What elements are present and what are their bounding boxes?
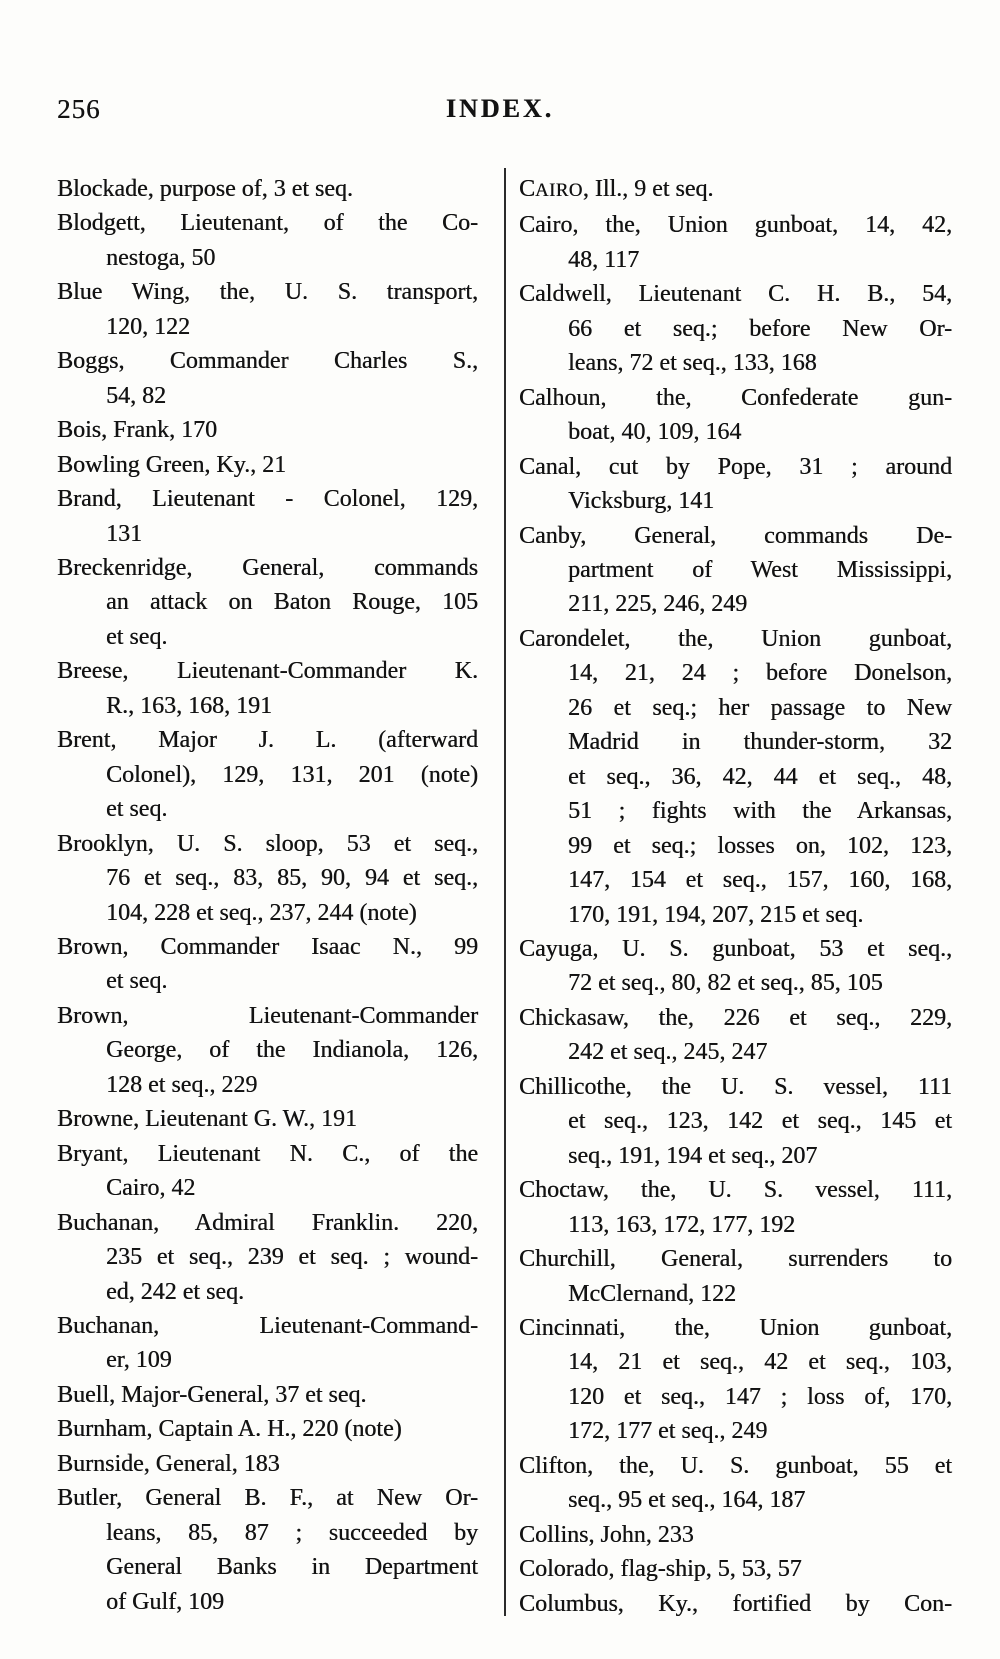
index-line: Collins, John, 233 <box>519 1521 694 1548</box>
index-line: Buell, Major-General, 37 et seq. <box>57 1381 367 1408</box>
index-line: Boggs, Commander Charles S., <box>57 348 478 375</box>
index-line: R., 163, 168, 191 <box>106 692 273 719</box>
column-divider-rule <box>504 168 506 1616</box>
index-line: Browne, Lieutenant G. W., 191 <box>57 1106 357 1133</box>
index-entry <box>57 1102 478 1136</box>
index-entry <box>57 344 478 413</box>
index-entry <box>519 622 952 932</box>
index-line: Colorado, flag-ship, 5, 53, 57 <box>519 1556 802 1583</box>
index-line: 120, 122 <box>106 313 190 340</box>
index-line: 66 et seq.; before New Or- <box>568 315 952 342</box>
index-line: 242 et seq., 245, 247 <box>568 1039 768 1066</box>
index-line: General Banks in Department <box>106 1554 478 1581</box>
index-line: 54, 82 <box>106 382 166 409</box>
index-line: er, 109 <box>106 1347 172 1374</box>
index-column-left <box>57 172 478 1619</box>
index-line: an attack on Baton Rouge, 105 <box>106 589 478 616</box>
index-entry <box>519 277 952 380</box>
index-entry <box>519 1552 952 1586</box>
index-line: Cayuga, U. S. gunboat, 53 et seq., <box>519 935 952 962</box>
index-line: Brown, Lieutenant-Commander <box>57 1002 478 1029</box>
index-line <box>519 172 952 208</box>
index-entry <box>57 999 478 1102</box>
index-line: 76 et seq., 83, 85, 90, 94 et seq., <box>106 865 478 892</box>
index-entry <box>57 413 478 447</box>
index-line: Buchanan, Lieutenant-Command- <box>57 1312 478 1339</box>
index-entry <box>57 206 478 275</box>
index-line: Vicksburg, 141 <box>568 488 715 515</box>
index-line: et seq. <box>106 968 168 995</box>
index-line: Cairo, the, Union gunboat, 14, 42, <box>519 212 952 239</box>
entry-text: C <box>519 176 536 202</box>
entry-text: , Ill., 9 et seq. <box>582 176 714 202</box>
index-entry <box>519 1173 952 1242</box>
index-line: 72 et seq., 80, 82 et seq., 85, 105 <box>568 970 883 997</box>
index-line: 128 et seq., 229 <box>106 1071 258 1098</box>
index-entry <box>57 1481 478 1619</box>
index-line: et seq., 36, 42, 44 et seq., 48, <box>568 763 952 790</box>
page-number: 256 <box>57 94 101 124</box>
index-line: 48, 117 <box>568 246 640 273</box>
index-line: Canby, General, commands De- <box>519 522 952 549</box>
index-entry <box>57 1378 478 1412</box>
index-line: Chickasaw, the, 226 et seq., 229, <box>519 1004 952 1031</box>
index-line: Calhoun, the, Confederate gun- <box>519 384 952 411</box>
index-line: Carondelet, the, Union gunboat, <box>519 625 952 652</box>
index-line: Buchanan, Admiral Franklin. 220, <box>57 1209 478 1236</box>
index-entry <box>57 723 478 826</box>
index-entry <box>57 275 478 344</box>
index-line: 172, 177 et seq., 249 <box>568 1418 768 1445</box>
index-entry <box>57 482 478 551</box>
index-line: Columbus, Ky., fortified by Con- <box>519 1590 952 1617</box>
index-line: Breese, Lieutenant-Commander K. <box>57 658 478 685</box>
index-line: Breckenridge, General, commands <box>57 554 478 581</box>
index-line: Blue Wing, the, U. S. transport, <box>57 279 478 306</box>
index-line: Brent, Major J. L. (afterward <box>57 727 478 754</box>
index-line: 170, 191, 194, 207, 215 et seq. <box>568 901 864 928</box>
index-entry <box>57 551 478 654</box>
index-entry <box>519 519 952 622</box>
index-line: Canal, cut by Pope, 31 ; around <box>519 453 952 480</box>
index-line: seq., 95 et seq., 164, 187 <box>568 1487 806 1514</box>
index-line: 51 ; fights with the Arkansas, <box>568 798 952 825</box>
index-entry <box>57 1412 478 1446</box>
index-line: Brown, Commander Isaac N., 99 <box>57 933 478 960</box>
index-line: Clifton, the, U. S. gunboat, 55 et <box>519 1452 952 1479</box>
index-entry <box>519 208 952 277</box>
index-entry <box>519 1001 952 1070</box>
index-line: Colonel), 129, 131, 201 (note) <box>106 761 478 788</box>
index-line: Blockade, purpose of, 3 et seq. <box>57 176 353 202</box>
index-line: Chillicothe, the U. S. vessel, 111 <box>519 1073 952 1100</box>
index-line: 26 et seq.; her passage to New <box>568 694 952 721</box>
index-line: leans, 72 et seq., 133, 168 <box>568 350 817 377</box>
index-line: leans, 85, 87 ; succeeded by <box>106 1519 478 1546</box>
page-title: INDEX. <box>445 94 555 123</box>
index-line: seq., 191, 194 et seq., 207 <box>568 1142 818 1169</box>
index-line: partment of West Mississippi, <box>568 556 952 583</box>
index-line: 104, 228 et seq., 237, 244 (note) <box>106 899 417 926</box>
index-entry <box>57 1447 478 1481</box>
index-entry <box>519 1242 952 1311</box>
index-line: 131 <box>106 520 142 547</box>
index-line: nestoga, 50 <box>106 244 216 271</box>
index-line: McClernand, 122 <box>568 1280 736 1307</box>
index-entry <box>519 1449 952 1518</box>
index-line: et seq. <box>106 623 168 650</box>
small-caps-text: AIRO <box>535 180 583 201</box>
index-line: ed, 242 et seq. <box>106 1278 244 1305</box>
index-line: boat, 40, 109, 164 <box>568 419 742 446</box>
index-entry <box>519 1518 952 1552</box>
index-entry <box>519 172 952 208</box>
index-line: et seq. <box>106 796 168 823</box>
index-line: Bois, Frank, 170 <box>57 417 218 444</box>
index-line: 211, 225, 246, 249 <box>568 591 748 618</box>
index-line: Brooklyn, U. S. sloop, 53 et seq., <box>57 830 478 857</box>
index-entry <box>519 1070 952 1173</box>
index-line: et seq., 123, 142 et seq., 145 et <box>568 1108 952 1135</box>
index-entry <box>57 930 478 999</box>
index-entry <box>519 381 952 450</box>
index-entry <box>57 827 478 930</box>
index-line: 99 et seq.; losses on, 102, 123, <box>568 832 952 859</box>
index-entry <box>57 654 478 723</box>
index-entry <box>57 172 478 206</box>
index-line: George, of the Indianola, 126, <box>106 1037 478 1064</box>
index-line: Blodgett, Lieutenant, of the Co- <box>57 210 478 237</box>
index-line: Burnside, General, 183 <box>57 1450 280 1477</box>
index-entry <box>519 450 952 519</box>
index-entry <box>57 1206 478 1309</box>
index-line: Madrid in thunder-storm, 32 <box>568 729 952 756</box>
index-line: Butler, General B. F., at New Or- <box>57 1485 478 1512</box>
index-line: Choctaw, the, U. S. vessel, 111, <box>519 1177 952 1204</box>
index-line: 147, 154 et seq., 157, 160, 168, <box>568 867 952 894</box>
index-line: Brand, Lieutenant - Colonel, 129, <box>57 486 478 513</box>
index-entry <box>57 1309 478 1378</box>
index-line: Caldwell, Lieutenant C. H. B., 54, <box>519 281 952 308</box>
index-line: 120 et seq., 147 ; loss of, 170, <box>568 1383 952 1410</box>
index-line: Cairo, 42 <box>106 1175 196 1202</box>
index-entry <box>57 448 478 482</box>
index-line: Cincinnati, the, Union gunboat, <box>519 1314 952 1341</box>
index-column-right <box>519 172 952 1621</box>
index-entry <box>57 1137 478 1206</box>
index-entry <box>519 932 952 1001</box>
index-line: Bryant, Lieutenant N. C., of the <box>57 1140 478 1167</box>
index-line: 113, 163, 172, 177, 192 <box>568 1211 796 1238</box>
index-line: 14, 21 et seq., 42 et seq., 103, <box>568 1349 952 1376</box>
index-line: of Gulf, 109 <box>106 1588 224 1615</box>
index-line: Burnham, Captain A. H., 220 (note) <box>57 1416 402 1443</box>
index-line: 235 et seq., 239 et seq. ; wound- <box>106 1244 478 1271</box>
index-line: Churchill, General, surrenders to <box>519 1246 952 1273</box>
index-line: Bowling Green, Ky., 21 <box>57 451 287 478</box>
index-entry <box>519 1587 952 1621</box>
index-line: 14, 21, 24 ; before Donelson, <box>568 660 952 687</box>
index-entry <box>519 1311 952 1449</box>
